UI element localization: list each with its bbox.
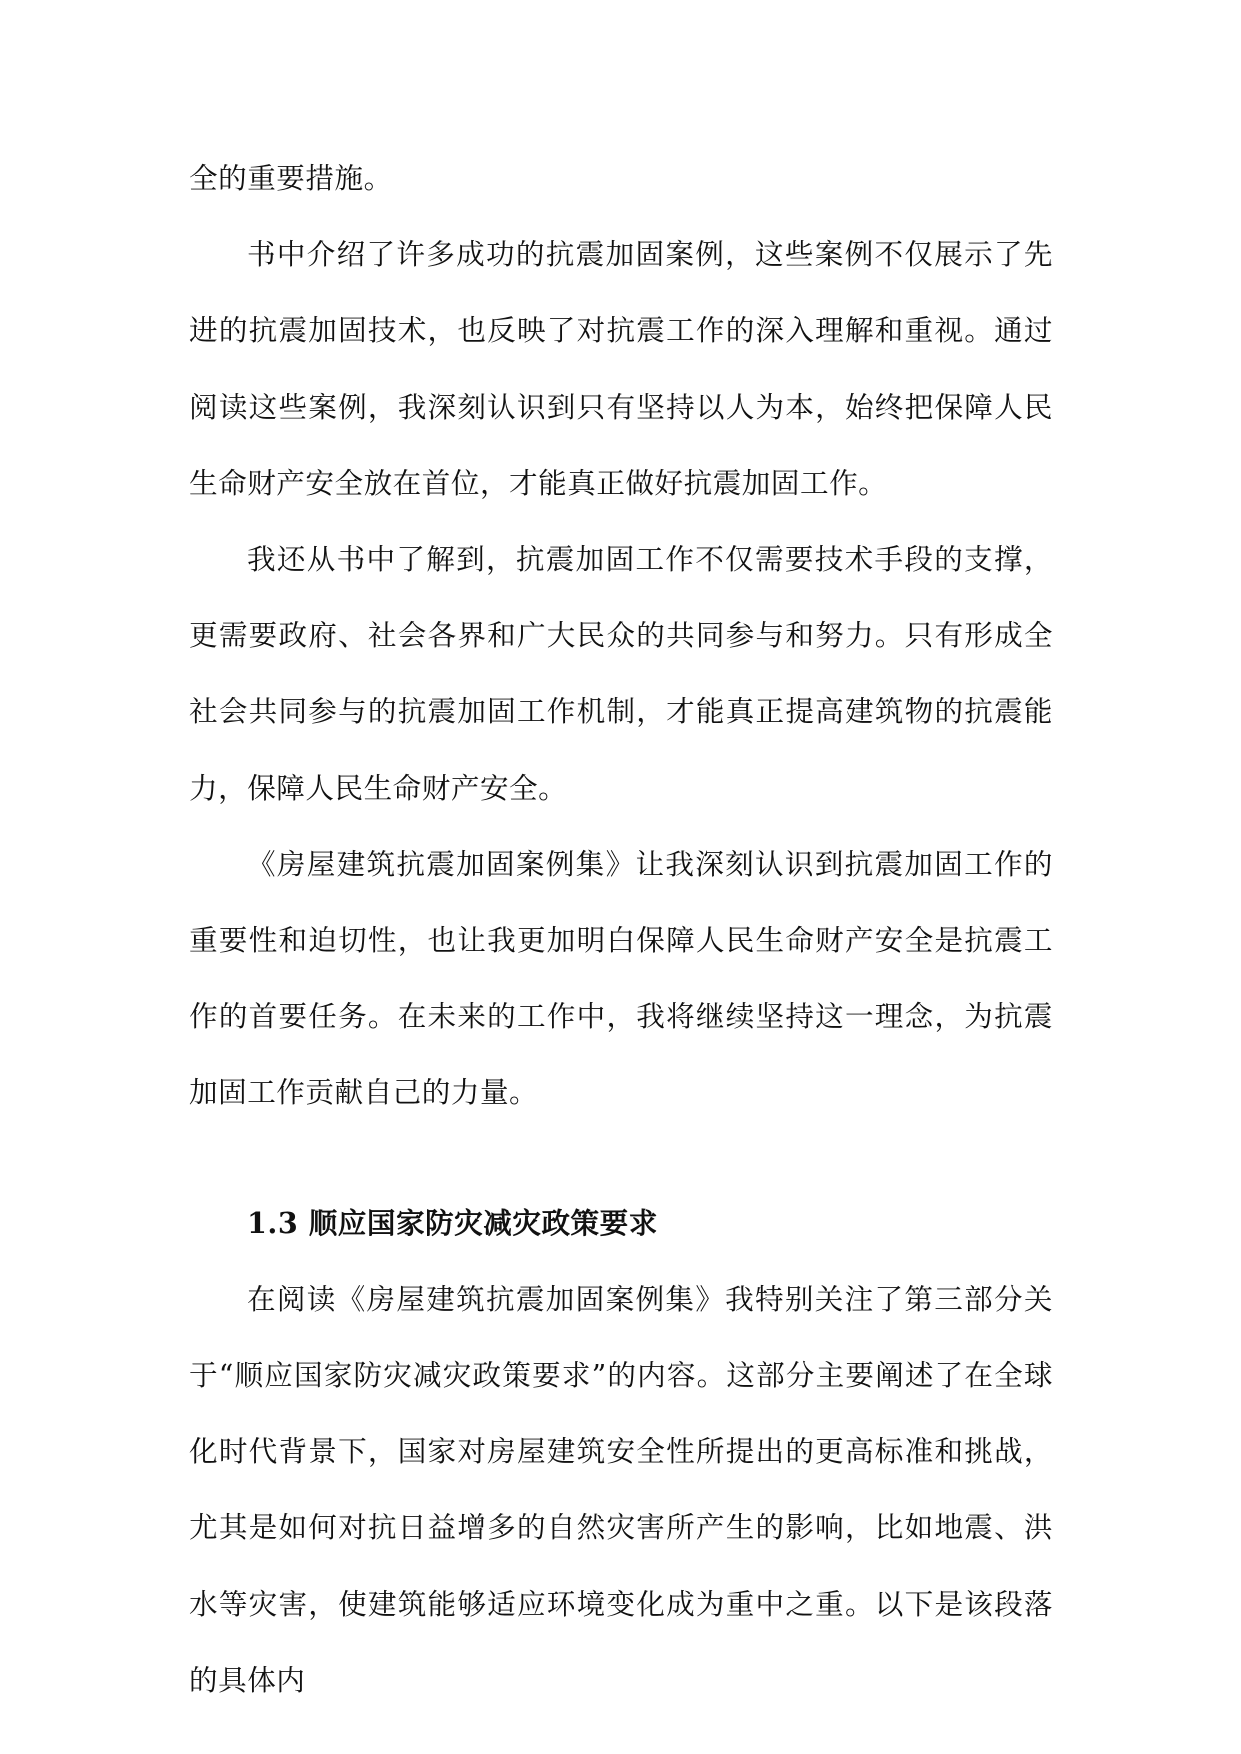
paragraph-continuation: 全的重要措施。 — [189, 161, 393, 195]
paragraph-conclusion: 《房屋建筑抗震加固案例集》让我深刻认识到抗震加固工作的重要性和迫切性，也让我更加明白保障人民生命财产安全是抗震工作的首要任务。在未来的工作中，我将继续坚持这一理念，为抗震加固工作贡献自己的力量。 — [189, 846, 1053, 1110]
paragraph-policy: 在阅读《房屋建筑抗震加固案例集》我特别关注了第三部分关于“顺应国家防灾减灾政策要求”的内容。这部分主要阐述了在全球化时代背景下，国家对房屋建筑安全性所提出的更高标准和挑战，尤其是如何对抗日益增多的自然灾害所产生的影响，比如地震、洪水等灾害，使建筑能够适应环境变化成为重中之重。以下是该段落的具体内 — [189, 1281, 1053, 1697]
section-heading: 1.3 顺应国家防灾减灾政策要求 — [247, 1205, 658, 1240]
document-body — [189, 140, 1053, 1718]
paragraph-cases: 书中介绍了许多成功的抗震加固案例，这些案例不仅展示了先进的抗震加固技术，也反映了对抗震工作的深入理解和重视。通过阅读这些案例，我深刻认识到只有坚持以人为本，始终把保障人民生命财产安全放在首位，才能真正做好抗震加固工作。 — [189, 237, 1053, 500]
paragraph-participation: 我还从书中了解到，抗震加固工作不仅需要技术手段的支撑，更需要政府、社会各界和广大民众的共同参与和努力。只有形成全社会共同参与的抗震加固工作机制，才能真正提高建筑物的抗震能力，保障人民生命财产安全。 — [189, 542, 1053, 805]
